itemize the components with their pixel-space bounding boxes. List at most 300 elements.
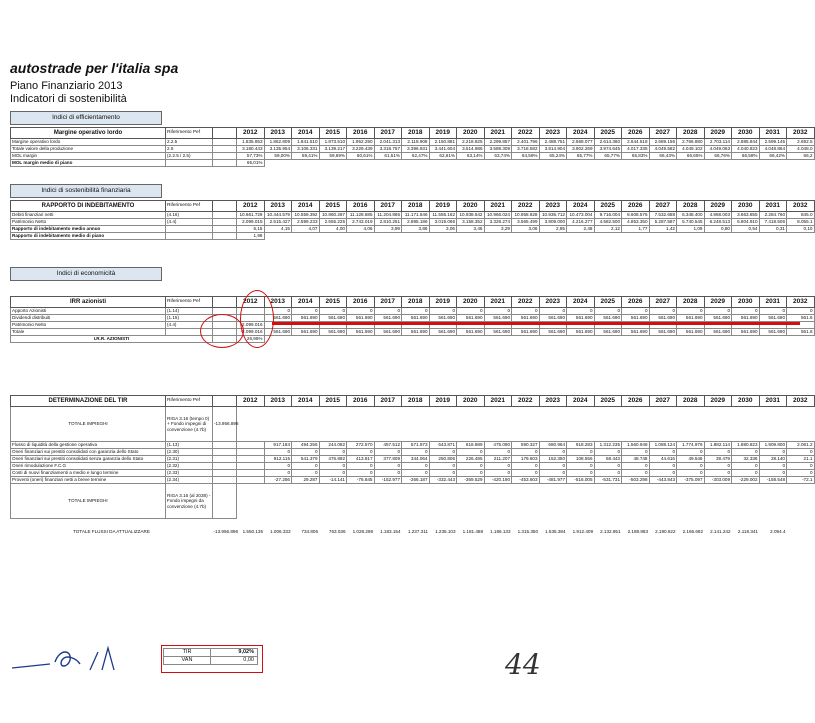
year-cell: 2016 — [347, 128, 375, 139]
value-cell: 0 — [787, 463, 815, 470]
value-cell: 0 — [622, 463, 650, 470]
value-cell: 561.690 — [402, 329, 430, 336]
value-cell: 10.559.392 — [292, 212, 320, 219]
empty-cell — [374, 484, 402, 519]
value-cell: 561.690 — [292, 315, 320, 322]
value-cell: 2.218.825 — [457, 139, 485, 146]
empty-cell — [264, 233, 292, 240]
value-cell: -369.529 — [457, 477, 485, 484]
year-cell: 2024 — [567, 396, 595, 407]
value-cell: 3.229.439 — [347, 146, 375, 153]
year-cell: 2028 — [677, 201, 705, 212]
empty-cell — [429, 484, 457, 519]
value-cell: 0 — [264, 449, 292, 456]
year-cell: 2025 — [594, 201, 622, 212]
year-cell: 2028 — [677, 396, 705, 407]
value-cell: 0 — [512, 308, 540, 315]
value-cell: 60,61% — [347, 153, 375, 160]
value-cell: 3.180.443 — [237, 146, 265, 153]
flussi-value: 2.190.622 — [655, 529, 676, 534]
year-cell: 2019 — [429, 396, 457, 407]
empty-cell — [677, 407, 705, 442]
year-cell: 2032 — [787, 396, 815, 407]
value-cell: 561.690 — [677, 315, 705, 322]
value-cell: 4.049.102 — [677, 146, 705, 153]
value-cell: 0 — [457, 449, 485, 456]
row-label: Patrimonio Netto — [11, 322, 166, 329]
ref-label: Riferimento Pef — [166, 396, 213, 407]
value-cell: 377.809 — [374, 456, 402, 463]
table-row — [11, 212, 815, 219]
year-cell: 2018 — [402, 128, 430, 139]
row-label: Costi di nuovi finanziamenti a medio e lungo termine — [11, 470, 166, 477]
value-cell: 4.048.864 — [759, 146, 787, 153]
value-cell: 561.690 — [347, 315, 375, 322]
value-cell: 48.748 — [622, 456, 650, 463]
value-cell: 0 — [594, 470, 622, 477]
value-cell: 0 — [594, 463, 622, 470]
empty-cell — [567, 336, 595, 343]
value-cell: 3.158.352 — [457, 219, 485, 226]
value-cell: 561.690 — [374, 329, 402, 336]
value-cell: 4,07 — [292, 226, 320, 233]
empty-cell — [539, 407, 567, 442]
value-cell: -14.141 — [319, 477, 347, 484]
value-cell: 0 — [374, 470, 402, 477]
row-label: RAPPORTO DI INDEBITAMENTO — [11, 201, 166, 212]
empty-cell — [292, 160, 320, 167]
value-cell: 561.690 — [704, 315, 732, 322]
value-cell: 2.692.5 — [787, 139, 815, 146]
spacer-cell — [213, 139, 237, 146]
value-cell: 2.810.251 — [374, 219, 402, 226]
year-cell: 2024 — [567, 297, 595, 308]
empty-cell — [429, 336, 457, 343]
value-cell: 5.740.545 — [677, 219, 705, 226]
empty-cell — [677, 484, 705, 519]
value-cell: 4.049.063 — [704, 146, 732, 153]
value-cell: 3.565.499 — [512, 219, 540, 226]
row-label: Oneri rimodulazione F.C.G — [11, 463, 166, 470]
empty-cell — [567, 407, 595, 442]
year-cell: 2018 — [402, 201, 430, 212]
empty-cell — [512, 484, 540, 519]
value-cell: 10.836.712 — [539, 212, 567, 219]
value-cell: 0 — [347, 308, 375, 315]
spacer-cell — [166, 160, 213, 167]
value-cell: 561.690 — [429, 329, 457, 336]
value-cell: 10.938.542 — [457, 212, 485, 219]
value-cell: 0 — [402, 463, 430, 470]
value-cell: 244.082 — [319, 442, 347, 449]
value-cell: 561.690 — [457, 315, 485, 322]
empty-cell — [759, 407, 787, 442]
row-label: Apporto Azionisti — [11, 308, 166, 315]
value-cell: 2.284.760 — [759, 212, 787, 219]
value-cell: -303.009 — [704, 477, 732, 484]
year-cell: 2016 — [347, 201, 375, 212]
empty-cell — [539, 484, 567, 519]
value-cell: 7.418.506 — [759, 219, 787, 226]
impieghi-label: TOTALE IMPIEGHI — [11, 407, 166, 442]
row-ref: 2.2.5 — [166, 139, 213, 146]
value-cell: 0 — [594, 308, 622, 315]
year-cell: 2012 — [237, 201, 265, 212]
empty-cell — [484, 336, 512, 343]
value-cell: 0 — [649, 470, 677, 477]
value-cell: 0 — [264, 470, 292, 477]
value-cell: 0 — [649, 449, 677, 456]
value-cell: 561.6 — [787, 329, 815, 336]
table-row — [11, 329, 815, 336]
year-header-row — [11, 201, 815, 212]
empty-cell — [264, 160, 292, 167]
table-row — [11, 463, 815, 470]
value-cell: 65,77% — [567, 153, 595, 160]
flussi-value: 1.028.298 — [352, 529, 373, 534]
spacer-cell — [213, 463, 237, 470]
year-cell: 2012 — [237, 297, 265, 308]
value-cell: 0 — [512, 470, 540, 477]
value-cell: 2.599.145 — [759, 139, 787, 146]
year-cell: 2029 — [704, 396, 732, 407]
value-cell: 272.570 — [347, 442, 375, 449]
value-cell: 561.690 — [677, 329, 705, 336]
value-cell: 845.0 — [787, 212, 815, 219]
value-cell: 2.766.880 — [677, 139, 705, 146]
value-cell: 3,99 — [374, 226, 402, 233]
empty-cell — [264, 484, 292, 519]
year-cell: 2014 — [292, 201, 320, 212]
value-cell: 561.690 — [759, 315, 787, 322]
value-cell: 4.017.335 — [622, 146, 650, 153]
value-cell: 0 — [622, 470, 650, 477]
row-label: Rapporto di indebitamento medio annuo — [11, 226, 166, 233]
table-row — [11, 477, 815, 484]
empty-cell — [484, 233, 512, 240]
value-cell: 63,74% — [484, 153, 512, 160]
year-cell: 2023 — [539, 396, 567, 407]
empty-cell — [787, 233, 815, 240]
avg-value: 65,01% — [237, 160, 265, 167]
year-cell: 2017 — [374, 297, 402, 308]
spacer-cell — [166, 233, 213, 240]
value-cell: 3.514.986 — [457, 146, 485, 153]
spacer-cell — [213, 456, 237, 463]
empty-cell — [594, 160, 622, 167]
empty-cell — [649, 484, 677, 519]
value-cell: 0 — [539, 449, 567, 456]
value-cell: 0 — [457, 463, 485, 470]
value-cell: 10.444.579 — [264, 212, 292, 219]
year-cell: 2013 — [264, 128, 292, 139]
row-label: Margine operativo lordo — [11, 139, 166, 146]
value-cell: 250.806 — [429, 456, 457, 463]
table-row — [11, 470, 815, 477]
value-cell: 66,43% — [649, 153, 677, 160]
value-cell: 912.115 — [264, 456, 292, 463]
value-cell: -443.843 — [649, 477, 677, 484]
value-cell: 3,06 — [512, 226, 540, 233]
empty-cell — [704, 160, 732, 167]
flussi-value: 1.315.350 — [517, 529, 538, 534]
value-cell: 494.256 — [292, 442, 320, 449]
value-cell: 21.1 — [787, 456, 815, 463]
empty-cell — [237, 484, 265, 519]
value-cell: -72.1 — [787, 477, 815, 484]
impieghi-ref: RIGA 3.16 (tempo 0) + Fondo impegni di convenzione (4.7b) — [166, 407, 213, 442]
value-cell: 917.184 — [264, 442, 292, 449]
value-cell: -27.256 — [264, 477, 292, 484]
value-cell: 561.690 — [264, 329, 292, 336]
year-cell: 2032 — [787, 128, 815, 139]
value-cell: 2.689.156 — [649, 139, 677, 146]
spacer-cell — [213, 226, 237, 233]
value-cell: 541.379 — [292, 456, 320, 463]
value-cell: 0 — [787, 449, 815, 456]
value-cell: 3,46 — [457, 226, 485, 233]
value-cell: -76.845 — [347, 477, 375, 484]
spacer-cell — [213, 396, 237, 407]
empty-cell — [759, 233, 787, 240]
empty-cell — [622, 336, 650, 343]
value-cell: 643.871 — [429, 442, 457, 449]
year-cell: 2021 — [484, 201, 512, 212]
empty-cell — [787, 336, 815, 343]
spacer-cell — [213, 477, 237, 484]
row-label: Flusso di liquidità della gestione operativa — [11, 442, 166, 449]
value-cell: 1.952.290 — [347, 139, 375, 146]
value-cell: 0 — [264, 463, 292, 470]
value-cell: 561.690 — [594, 329, 622, 336]
value-cell: 1.312.235 — [594, 442, 622, 449]
empty-cell — [622, 160, 650, 167]
value-cell: 3.139.217 — [319, 146, 347, 153]
value-cell: 152.350 — [539, 456, 567, 463]
empty-cell — [594, 484, 622, 519]
year-cell: 2013 — [264, 396, 292, 407]
value-cell: 561.690 — [457, 329, 485, 336]
empty-cell — [484, 160, 512, 167]
row-label: MOL margin — [11, 153, 166, 160]
year-cell: 2024 — [567, 128, 595, 139]
impieghi-label: TOTALE IMPIEGHI — [11, 484, 166, 519]
value-cell: 1.841.510 — [292, 139, 320, 146]
value-cell: -531.731 — [594, 477, 622, 484]
empty-cell — [347, 484, 375, 519]
row-ref — [166, 226, 213, 233]
flussi-value: 1.183.154 — [380, 529, 401, 534]
irr-label: I.R.R. AZIONISTI — [11, 336, 213, 343]
value-cell: 0 — [704, 449, 732, 456]
value-cell: 0 — [704, 308, 732, 315]
value-cell: 2.614.360 — [594, 139, 622, 146]
value-cell: 0 — [292, 308, 320, 315]
value-cell: 1,09 — [677, 226, 705, 233]
tir-value: 9,02% — [211, 649, 258, 657]
value-cell: 11.128.685 — [347, 212, 375, 219]
value-cell: 3,06 — [429, 226, 457, 233]
value-cell: 561.690 — [292, 329, 320, 336]
year-cell: 2025 — [594, 128, 622, 139]
value-cell: 1.880.823 — [732, 442, 760, 449]
section-economicita: Indici di economicità — [10, 267, 162, 281]
empty-cell — [677, 336, 705, 343]
row-ref: (1.14) — [166, 308, 213, 315]
value-cell: 3.974.645 — [594, 146, 622, 153]
value-cell: 561.690 — [539, 329, 567, 336]
value-cell: -420.190 — [484, 477, 512, 484]
empty-cell — [347, 336, 375, 343]
company-name: autostrade per l'italia spa — [10, 60, 179, 76]
year-cell: 2029 — [704, 297, 732, 308]
empty-cell — [374, 336, 402, 343]
value-cell: 0,80 — [704, 226, 732, 233]
avg-value: 1,98 — [237, 233, 265, 240]
value-cell: 561.690 — [264, 315, 292, 322]
year-cell: 2020 — [457, 128, 485, 139]
value-cell: 0 — [787, 470, 815, 477]
year-cell: 2027 — [649, 128, 677, 139]
empty-cell — [512, 407, 540, 442]
empty-cell — [732, 407, 760, 442]
flussi-label: TOTALE FLUSSI DA ATTUALIZZARE — [73, 529, 150, 534]
value-cell: 2.118.908 — [402, 139, 430, 146]
year-cell: 2019 — [429, 201, 457, 212]
empty-cell — [319, 336, 347, 343]
value-cell: 179.603 — [512, 456, 540, 463]
row-ref: (1.15) — [166, 315, 213, 322]
year-cell: 2030 — [732, 128, 760, 139]
value-cell: 64,59% — [512, 153, 540, 160]
spacer-cell — [213, 160, 237, 167]
year-cell: 2021 — [484, 297, 512, 308]
year-cell: 2032 — [787, 201, 815, 212]
empty-cell — [402, 233, 430, 240]
tir-result — [163, 648, 258, 665]
value-cell: -375.097 — [677, 477, 705, 484]
value-cell: 1.909.800 — [759, 442, 787, 449]
value-cell: 0 — [567, 463, 595, 470]
empty-cell — [457, 407, 485, 442]
value-cell: 561.690 — [512, 315, 540, 322]
value-cell: 2,12 — [594, 226, 622, 233]
value-cell: 0 — [677, 449, 705, 456]
value-cell: 2.488.751 — [539, 139, 567, 146]
year-cell: 2031 — [759, 201, 787, 212]
value-cell: 0 — [732, 308, 760, 315]
empty-cell — [429, 407, 457, 442]
row-label: Oneri finanziari sui prestiti consolidati senza garanzia dello Stato — [11, 456, 166, 463]
flussi-value: 763.036 — [328, 529, 346, 534]
value-cell: 0 — [512, 463, 540, 470]
value-cell: 0 — [512, 449, 540, 456]
empty-cell — [732, 484, 760, 519]
value-cell: 0 — [649, 463, 677, 470]
value-cell: 0 — [429, 463, 457, 470]
value-cell: 4.048.0 — [787, 146, 815, 153]
value-cell: 3,29 — [484, 226, 512, 233]
value-cell: 561.690 — [704, 329, 732, 336]
value-cell: 65,24% — [539, 153, 567, 160]
year-header-row — [11, 396, 815, 407]
year-cell: 2026 — [622, 201, 650, 212]
value-cell: -503.298 — [622, 477, 650, 484]
empty-cell — [539, 160, 567, 167]
value-cell: 0 — [484, 470, 512, 477]
table-sostenibilita — [10, 200, 815, 240]
year-cell: 2026 — [622, 128, 650, 139]
value-cell: 11.171.646 — [402, 212, 430, 219]
value-cell: 571.973 — [402, 442, 430, 449]
year-cell: 2028 — [677, 297, 705, 308]
flussi-value: 1.235.103 — [435, 529, 456, 534]
value-cell: 561.690 — [649, 329, 677, 336]
value-cell: 561.690 — [567, 329, 595, 336]
value-cell: 66,42% — [759, 153, 787, 160]
empty-cell — [594, 233, 622, 240]
empty-cell — [649, 160, 677, 167]
empty-cell — [732, 233, 760, 240]
value-cell: 561.690 — [649, 315, 677, 322]
value-cell: 4.853.350 — [622, 219, 650, 226]
value-cell: 476.892 — [319, 456, 347, 463]
empty-cell — [649, 336, 677, 343]
value-cell — [237, 470, 265, 477]
value-cell: 561.690 — [512, 329, 540, 336]
value-cell: 561.690 — [402, 315, 430, 322]
spacer-cell — [213, 449, 237, 456]
value-cell: 8.055.1 — [787, 219, 815, 226]
empty-cell — [732, 336, 760, 343]
empty-cell — [649, 407, 677, 442]
value-cell: 0 — [429, 449, 457, 456]
empty-cell — [11, 519, 815, 530]
value-cell: 7.532.688 — [649, 212, 677, 219]
year-cell: 2017 — [374, 201, 402, 212]
row-ref: 2.5 — [166, 146, 213, 153]
value-cell: -516.005 — [567, 477, 595, 484]
value-cell: 0 — [402, 449, 430, 456]
value-cell: 2.644.518 — [622, 139, 650, 146]
empty-cell — [319, 233, 347, 240]
value-cell: 9.716.004 — [594, 212, 622, 219]
value-cell: 66,58% — [732, 153, 760, 160]
year-cell: 2014 — [292, 128, 320, 139]
row-label: Oneri finanziari sui prestiti consolidati con garanzia dello Stato — [11, 449, 166, 456]
value-cell: 3.106.331 — [292, 146, 320, 153]
impieghi-value — [213, 484, 237, 519]
value-cell: 3.135.954 — [264, 146, 292, 153]
flussi-value: 1.186.133 — [490, 529, 511, 534]
value-cell: 0 — [292, 449, 320, 456]
empty-cell — [704, 233, 732, 240]
empty-cell — [457, 484, 485, 519]
flussi-value: 2.188.883 — [627, 529, 648, 534]
value-cell: -453.603 — [512, 477, 540, 484]
row-ref: (2.31) — [166, 456, 213, 463]
empty-cell — [484, 484, 512, 519]
plan-title: Piano Finanziario 2013 — [10, 80, 123, 92]
value-cell — [237, 463, 265, 470]
value-cell: 3.902.269 — [567, 146, 595, 153]
value-cell: 49.546 — [677, 456, 705, 463]
value-cell: 4.968.003 — [704, 212, 732, 219]
value-cell: 344.064 — [402, 456, 430, 463]
value-cell: 4.582.500 — [594, 219, 622, 226]
empty-cell — [787, 160, 815, 167]
empty-cell — [457, 233, 485, 240]
